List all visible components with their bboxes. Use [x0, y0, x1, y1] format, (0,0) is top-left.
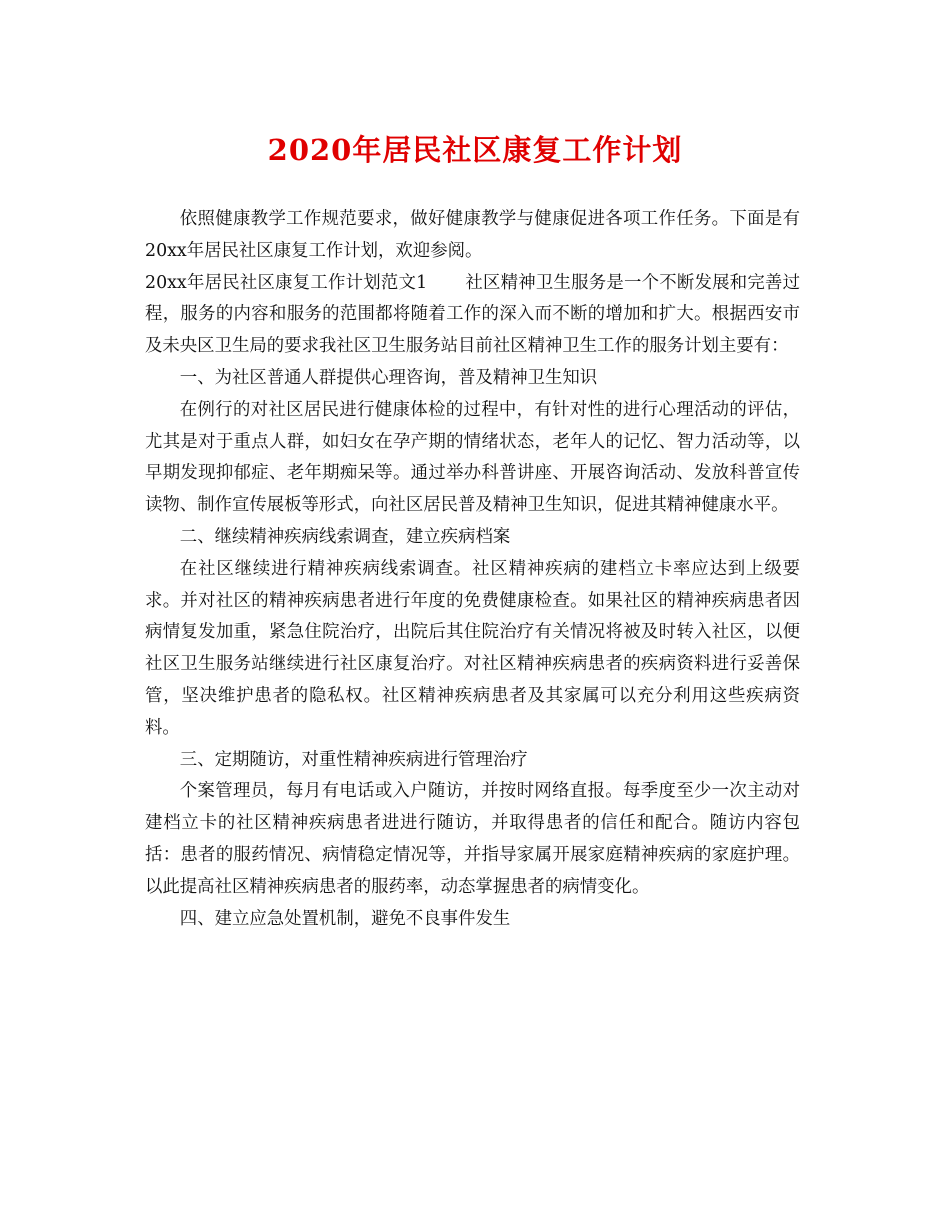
sample-heading-paragraph [145, 268, 800, 363]
section-heading-3: 三、定期随访，对重性精神疾病进行管理治疗 [179, 749, 528, 770]
document-body [145, 204, 800, 935]
section-heading-4: 四、建立应急处置机制，避免不良事件发生 [179, 908, 511, 929]
section-paragraph-1: 在例行的对社区居民进行健康体检的过程中，有针对性的进行心理活动的评估，尤其是对于重点人群，如妇女在孕产期的情绪状态，老年人的记忆、智力活动等，以早期发现抑郁症、老年期痴呆等。通过举办科普讲座、开展咨询活动、发放科普宣传读物、制作宣传展板等形式，向社区居民普及精神卫生知识，促进其精神健康水平。 [145, 399, 800, 516]
section-paragraph-3: 个案管理员，每月有电话或入户随访，并按时网络直报。每季度至少一次主动对建档立卡的社区精神疾病患者进进行随访，并取得患者的信任和配合。随访内容包括：患者的服药情况、病情稳定情况等，并指导家属开展家庭精神疾病的家庭护理。以此提高社区精神疾病患者的服药率，动态掌握患者的病情变化。 [145, 781, 800, 897]
document-title: 2020年居民社区康复工作计划 [267, 133, 683, 167]
intro-paragraph: 依照健康教学工作规范要求，做好健康教学与健康促进各项工作任务。下面是有20xx年居民社区康复工作计划，欢迎参阅。 [145, 209, 800, 261]
section-heading-1: 一、为社区普通人群提供心理咨询，普及精神卫生知识 [179, 367, 598, 388]
section-paragraph-2: 在社区继续进行精神疾病线索调查。社区精神疾病的建档立卡率应达到上级要求。并对社区的精神疾病患者进行年度的免费健康检查。如果社区的精神疾病患者因病情复发加重，紧急住院治疗，出院后其住院治疗有关情况将被及时转入社区，以便社区卫生服务站继续进行社区康复治疗。对社区精神疾病患者的疾病资料进行妥善保管，坚决维护患者的隐私权。社区精神疾病患者及其家属可以充分利用这些疾病资料。 [145, 558, 800, 738]
section-heading-2: 二、继续精神疾病线索调查，建立疾病档案 [179, 526, 511, 547]
sample-title: 20xx年居民社区康复工作计划范文1 [145, 272, 428, 293]
service-overview-text: 社区精神卫生服务是一个不断发展和完善过程，服务的内容和服务的范围都将随着工作的深入而不断的增加和扩大。根据西安市及未央区卫生局的要求我社区卫生服务站目前社区精神卫生工作的服务计划主要有： [145, 272, 800, 357]
